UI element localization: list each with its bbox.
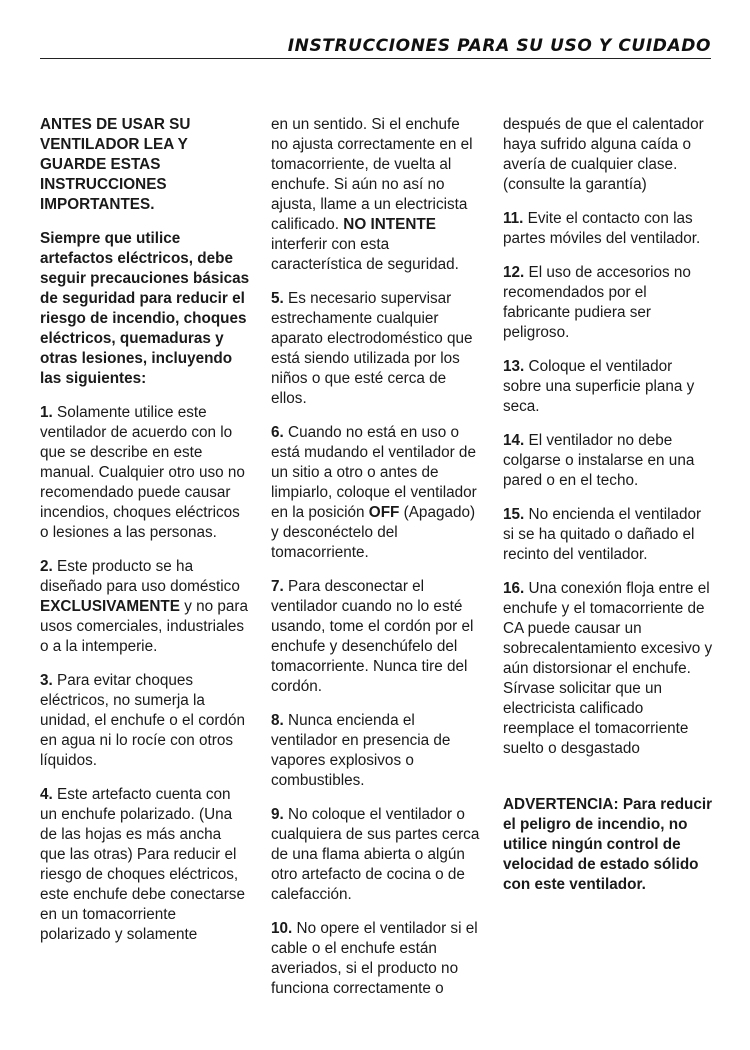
item-text: Solamente utilice este ventilador de acuerdo con lo que se describe en este manual. Cualquier otro uso no recomendado puede causar incendios, choques eléctricos o lesiones a las personas.: [40, 404, 245, 541]
item-text: El uso de accesorios no recomendados por el fabricante pudiera ser peligroso.: [503, 264, 691, 341]
item-text: Para evitar choques eléctricos, no sumerja la unidad, el enchufe o el cordón en agua ni lo rocíe con otros líquidos.: [40, 672, 245, 769]
item-number: 10.: [271, 920, 293, 937]
item-number: 12.: [503, 264, 525, 281]
item-number: 7.: [271, 578, 284, 595]
item-number: 15.: [503, 506, 525, 523]
item-text: Evite el contacto con las partes móviles del ventilador.: [503, 210, 701, 247]
column-1: [40, 115, 250, 959]
item-emphasis: OFF: [368, 504, 400, 521]
instruction-item-10-continued: después de que el calentador haya sufrido alguna caída o avería de cualquier clase. (consulte la garantía): [503, 116, 704, 193]
item-text: Una conexión floja entre el enchufe y el tomacorriente de CA puede causar un sobrecalentamiento excesivo y aún distorsionar el enchufe. Sírvase solicitar que un electricista calificado reemplace el tomacorriente suelto o desgastado: [503, 580, 713, 757]
item-number: 9.: [271, 806, 284, 823]
item-text: Es necesario supervisar estrechamente cualquier aparato electrodoméstico que está siendo utilizada por los niños o que esté cerca de ellos.: [271, 290, 473, 407]
item-text: No coloque el ventilador o cualquiera de sus partes cerca de una flama abierta o algún otro artefacto de cocina o de calefacción.: [271, 806, 480, 903]
instruction-item-4: [40, 785, 250, 945]
item-text: interferir con esta característica de seguridad.: [271, 236, 459, 273]
instruction-item-2: [40, 557, 250, 657]
item-text: Este producto se ha diseñado para uso doméstico: [40, 558, 240, 595]
instruction-item-11: [503, 209, 713, 249]
instruction-item-6: [271, 423, 481, 563]
instruction-item-10: [271, 919, 481, 999]
item-text: Coloque el ventilador sobre una superficie plana y seca.: [503, 358, 695, 415]
instruction-item-4-continued: [271, 115, 481, 275]
item-number: 3.: [40, 672, 53, 689]
item-number: 5.: [271, 290, 284, 307]
item-number: 2.: [40, 558, 53, 575]
item-number: 8.: [271, 712, 284, 729]
item-number: 4.: [40, 786, 53, 803]
instruction-item-12: [503, 263, 713, 343]
item-number: 13.: [503, 358, 525, 375]
item-number: 6.: [271, 424, 284, 441]
item-emphasis: NO INTENTE: [343, 216, 436, 233]
item-text: No encienda el ventilador si se ha quitado o dañado el recinto del ventilador.: [503, 506, 702, 563]
instruction-item-1: [40, 403, 250, 543]
instruction-item-9: [271, 805, 481, 905]
item-text: y no para usos comerciales, industriales o a la intemperie.: [40, 598, 248, 655]
column-2: [271, 115, 481, 1013]
item-text: Este artefacto cuenta con un enchufe polarizado. (Una de las hojas es más ancha que las otras) Para reducir el riesgo de choques eléctricos, este enchufe debe conectarse en un tomacorriente polarizado y solamente: [40, 786, 245, 943]
item-text: en un sentido. Si el enchufe no ajusta correctamente en el tomacorriente, de vuelta al enchufe. Si aún no así no ajusta, llame a un electricista calificado.: [271, 116, 473, 233]
item-text: (Apagado) y desconéctelo del tomacorriente.: [271, 504, 476, 561]
item-number: 16.: [503, 580, 525, 597]
column-3: [503, 115, 713, 909]
instruction-item-15: [503, 505, 713, 565]
page-header-title: INSTRUCCIONES PARA SU USO Y CUIDADO: [287, 36, 711, 56]
item-number: 14.: [503, 432, 525, 449]
item-emphasis: EXCLUSIVAMENTE: [40, 598, 180, 615]
instruction-item-5: [271, 289, 481, 409]
item-text: El ventilador no debe colgarse o instalarse en una pared o en el techo.: [503, 432, 695, 489]
item-text: Nunca encienda el ventilador en presencia de vapores explosivos o combustibles.: [271, 712, 451, 789]
instruction-item-8: [271, 711, 481, 791]
instruction-item-3: [40, 671, 250, 771]
instruction-item-7: [271, 577, 481, 697]
item-text: No opere el ventilador si el cable o el enchufe están averiados, si el producto no funciona correctamente o: [271, 920, 478, 997]
instruction-item-14: [503, 431, 713, 491]
instruction-item-13: [503, 357, 713, 417]
item-text: Cuando no está en uso o está mudando el ventilador de un sitio a otro o antes de limpiarlo, coloque el ventilador en la posición: [271, 424, 477, 521]
item-number: 1.: [40, 404, 53, 421]
intro-notice: ANTES DE USAR SU VENTILADOR LEA Y GUARDE ESTAS INSTRUCCIONES IMPORTANTES.: [40, 116, 191, 213]
item-number: 11.: [503, 210, 524, 227]
header-rule: [40, 58, 711, 59]
safety-precautions-intro: Siempre que utilice artefactos eléctricos, debe seguir precauciones básicas de seguridad para reducir el riesgo de incendio, choques eléctricos, quemaduras y otras lesiones, incluyendo las siguientes:: [40, 230, 250, 387]
item-text: Para desconectar el ventilador cuando no lo esté usando, tome el cordón por el enchufe y desenchúfelo del tomacorriente. Nunca tire del cordón.: [271, 578, 474, 695]
warning-notice: ADVERTENCIA: Para reducir el peligro de incendio, no utilice ningún control de velocidad de estado sólido con este ventilador.: [503, 796, 713, 893]
instruction-item-16: [503, 579, 713, 759]
